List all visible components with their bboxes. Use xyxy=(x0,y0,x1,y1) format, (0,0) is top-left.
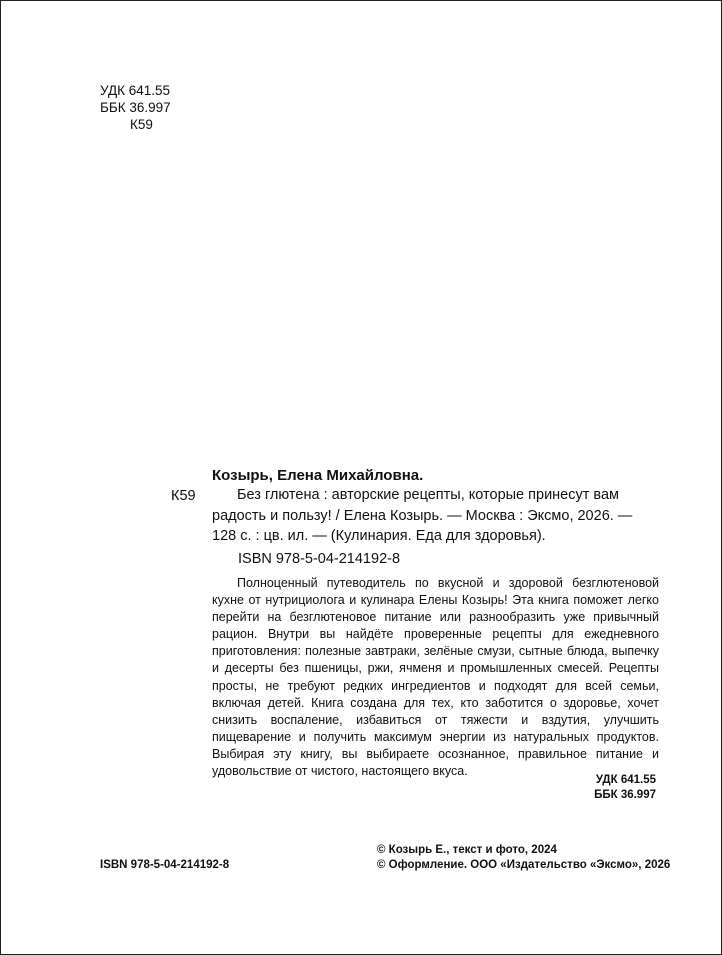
top-udk: УДК 641.55 xyxy=(100,83,171,98)
bottom-bbk: ББК 36.997 xyxy=(594,789,656,801)
footer-isbn: ISBN 978-5-04-214192-8 xyxy=(100,859,230,871)
copyright-design: © Оформление. ООО «Издательство «Эксмо», 2026 xyxy=(377,859,671,871)
top-bbk: ББК 36.997 xyxy=(100,100,171,115)
bottom-udk: УДК 641.55 xyxy=(595,774,656,786)
record-description: Без глютена : авторские рецепты, которые принесут вам радость и пользу! / Елена Козырь. — Москва : Эксмо, 2026. — 128 с. : цв. ил. — (Кулинария. Еда для здоровья). xyxy=(212,487,633,544)
copyright-text: © Козырь Е., текст и фото, 2024 xyxy=(377,844,557,856)
record-author-mark: К59 xyxy=(171,488,196,504)
top-author-mark: К59 xyxy=(130,117,153,132)
record-isbn: ISBN 978-5-04-214192-8 xyxy=(238,551,401,567)
record-annotation: Полноценный путеводитель по вкусной и здоровой безглютеновой кухне от нутрициолога и кулинара Елены Козырь! Эта книга поможет легко перейти на безглютеновое питание или разнообразить уже привычный рацион. Внутри вы найдёте проверенные рецепты для ежедневного приготовления: полезные завтраки, зелёные смузи, сытные блюда, выпечку и десерты без пшеницы, ржи, ячменя и промышленных смесей. Рецепты просты, не требуют редких ингредиентов и подходят для всей семьи, включая детей. Книга создана для тех, кто заботится о здоровье, хочет снизить воспаление, избавиться от тяжести и вздутия, улучшить пищеварение и получить максимум энергии из натуральных продуктов. Выбирая эту книгу, вы выбираете осознанное, правильное питание и удовольствие от чистого, настоящего вкуса. xyxy=(212,576,659,779)
record-author: Козырь, Елена Михайловна. xyxy=(212,467,424,484)
